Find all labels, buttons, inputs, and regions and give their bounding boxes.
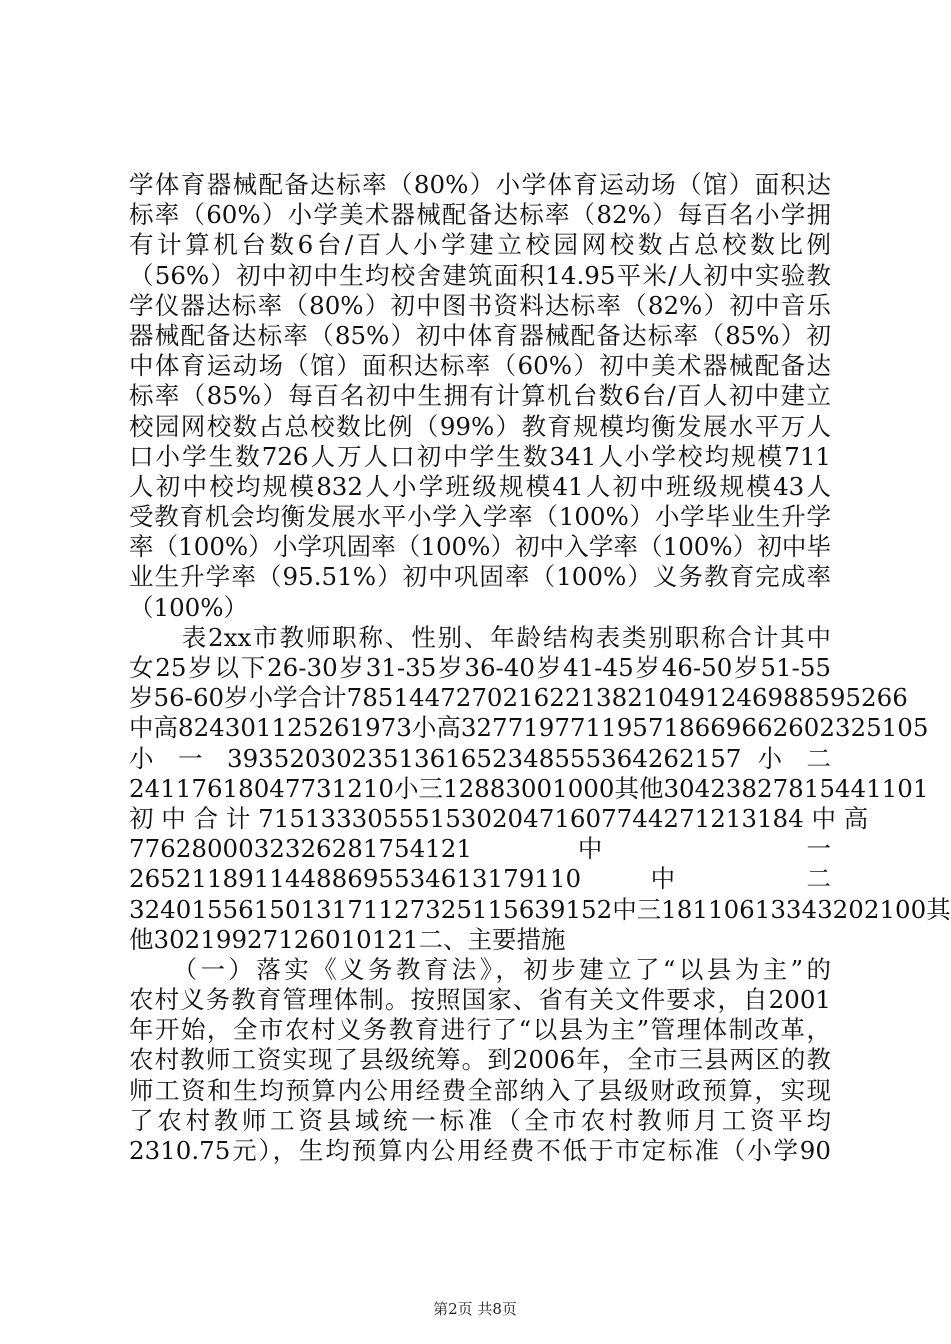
text-line: 2652118911448869553461317911​0 中 二: [129, 864, 831, 894]
text-line: 中体育运动场（馆）面积达标率（60%）初中美术器械配备达: [129, 351, 831, 381]
text-line: 业生升学率（95.51%）初中巩固率（100%）义务教育完成率: [129, 562, 831, 592]
text-line: 标率（85%）每百名初中生拥有计算机台数6台/百人初中建立: [129, 381, 831, 411]
document-body: [129, 170, 951, 1166]
text-line: 2310.75元），生均预算内公用经费不低于市定标准（小学90: [129, 1136, 831, 1165]
text-line: （56%）初中初中生均校舍建筑面积14.95平米/人初中实验教: [129, 260, 831, 290]
text-line: 小 一 39352030235136165234855536426215​7 小 二: [129, 743, 831, 773]
text-line: 3240155615013171127325115639152中三18110613343202100其: [129, 894, 951, 924]
text-line: 口小学生数726人万人口初中学生数341人小学校均规模711: [129, 441, 831, 471]
text-line: 初 中 合 计 715133305551530204716077442712131​84 中 高: [129, 803, 869, 833]
text-line: 表2xx市教师职称、性别、年龄结构表类别职称合计其中: [129, 622, 831, 652]
text-line: 器械配备达标率（85%）初中体育器械配备达标率（85%）初: [129, 320, 831, 350]
text-line: 女25岁以下26-30岁31-35岁36-40岁41-45岁46-50岁51-55: [129, 653, 831, 682]
text-line: 农村义务教育管理体制。按照国家、省有关文件要求，自2001: [129, 985, 831, 1015]
text-line: 他30219927126010121二、主要措施: [129, 924, 566, 954]
text-line: 校园网校数占总校数比例（99%）教育规模均衡发展水平万人: [129, 411, 831, 441]
text-line: 了农村教师工资县域统一标准（全市农村教师月工资平均: [129, 1105, 831, 1135]
text-line: 率（100%）小学巩固率（100%）初中入学率（100%）初中毕: [129, 532, 831, 562]
text-line: 中高824301125261973小高32771977119571866966260232510​5: [129, 713, 929, 743]
text-line: 学仪器达标率（80%）初中图书资料达标率（82%）初中音乐: [129, 290, 831, 320]
text-line: （一）落实《义务教育法》，初步建立了“以县为主”的: [129, 954, 831, 984]
text-line: 师工资和生均预算内公用经费全部纳入了县级财政预算，实现: [129, 1075, 831, 1105]
text-line: 标率（60%）小学美术器械配备达标率（82%）每百名小学拥: [129, 200, 831, 230]
text-line: 24117618047731210小三12883001000其他30423827815441101: [129, 773, 929, 803]
text-line: 岁56-60岁小学合计785144727021622138210491246988595266: [129, 683, 908, 713]
text-line: 有计算机台数6台/百人小学建立校园网校数占总校数比例: [129, 230, 831, 260]
page-number-footer: 第2页 共8页: [433, 1300, 517, 1318]
text-line: 学体育器械配备达标率（80%）小学体育运动场（馆）面积达: [129, 170, 831, 199]
text-line: 农村教师工资实现了县级统筹。到2006年，全市三县两区的教: [129, 1045, 831, 1075]
text-line: 受教育机会均衡发展水平小学入学率（100%）小学毕业生升学: [129, 502, 831, 532]
text-line: 7762800032326281754121 中 一: [129, 834, 831, 864]
text-line: 年开始，全市农村义务教育进行了“以县为主”管理体制改革，: [129, 1015, 831, 1045]
text-line: 人初中校均规模832人小学班级规模41人初中班级规模43人: [129, 471, 831, 501]
text-line: （100%）: [129, 592, 249, 622]
